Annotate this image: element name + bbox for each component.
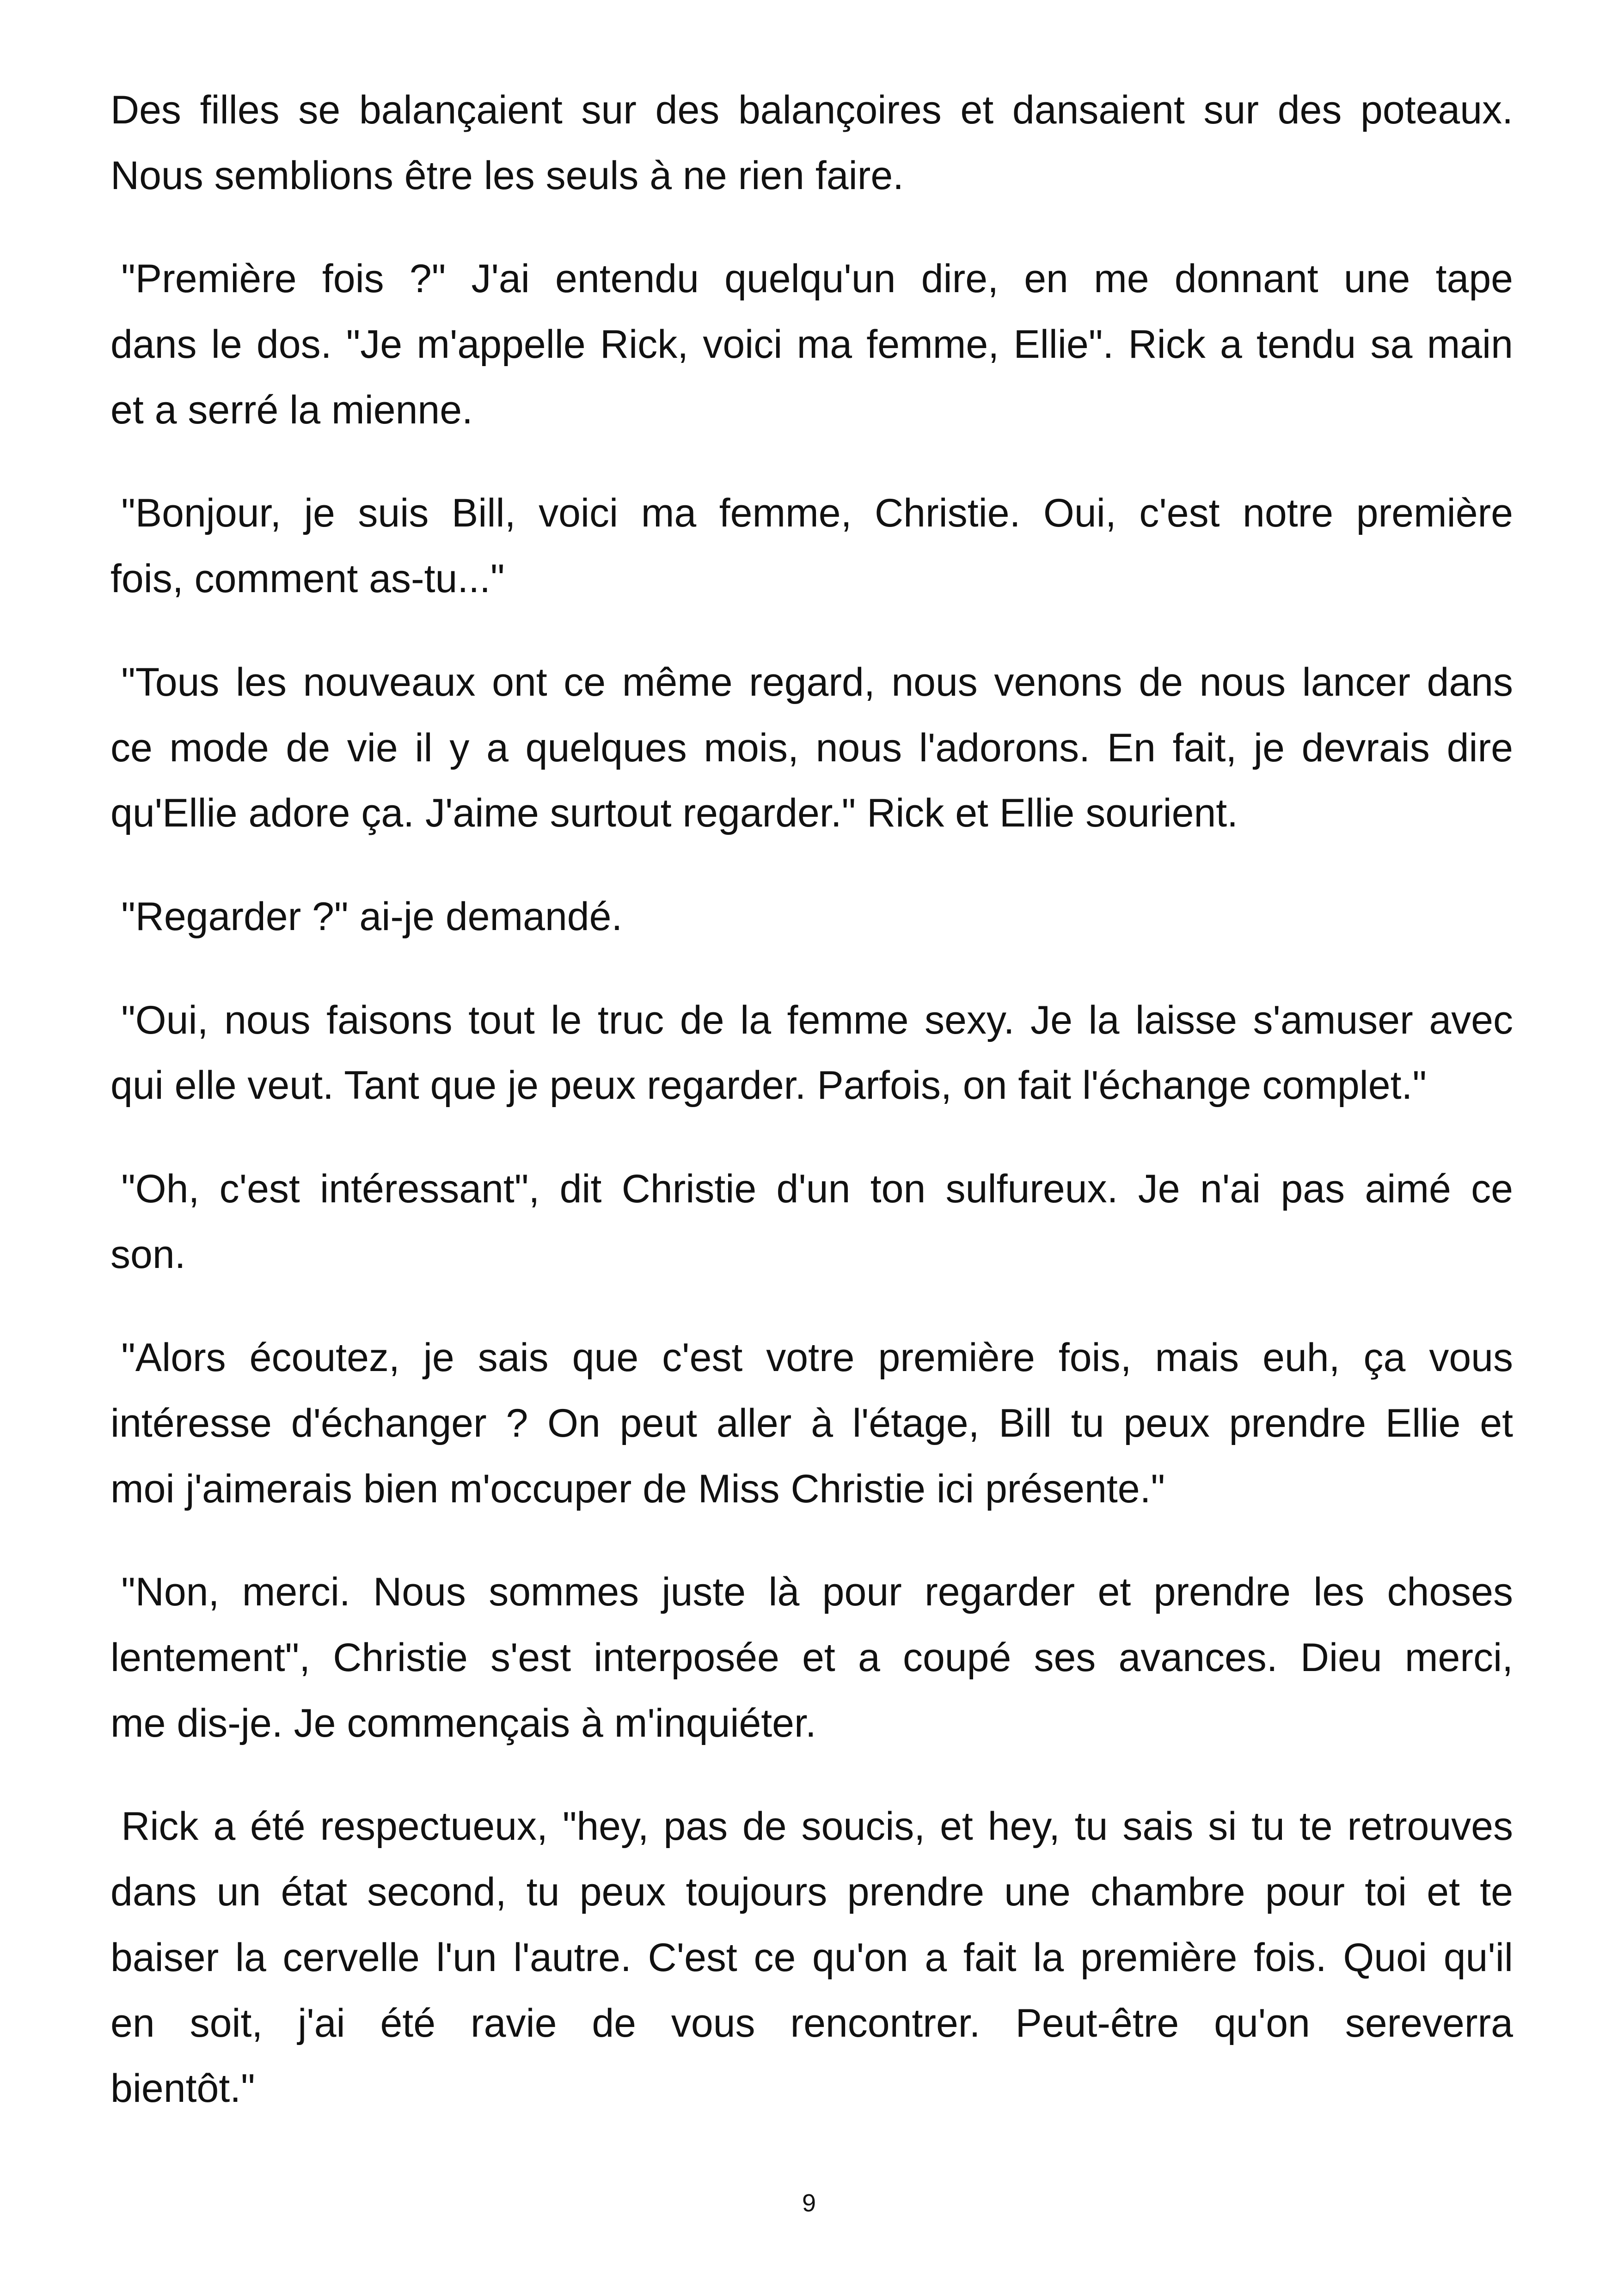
- paragraph: [110, 246, 1513, 443]
- text-line: qui elle veut. Tant que je peux regarder. Parfois, on fait l'échange complet.": [110, 1063, 1427, 1108]
- text-line: son.: [110, 1232, 186, 1277]
- text-line: en soit, j'ai été ravie de vous rencontrer. Peut-être qu'on sereverra: [110, 2001, 1513, 2045]
- paragraph: [110, 1325, 1513, 1522]
- text-line: "Alors écoutez, je sais que c'est votre première fois, mais euh, ça vous: [121, 1335, 1513, 1380]
- text-line: Rick a été respectueux, "hey, pas de soucis, et hey, tu sais si tu te retrouves: [121, 1804, 1513, 1849]
- text-line: "Non, merci. Nous sommes juste là pour regarder et prendre les choses: [121, 1570, 1513, 1615]
- text-line: baiser la cervelle l'un l'autre. C'est ce qu'on a fait la première fois. Quoi qu'il: [110, 1935, 1513, 1980]
- text-line: moi j'aimerais bien m'occuper de Miss Christie ici présente.": [110, 1466, 1165, 1511]
- paragraph: [110, 650, 1513, 846]
- text-line: "Regarder ?" ai-je demandé.: [121, 894, 623, 939]
- text-line: qu'Ellie adore ça. J'aime surtout regarder." Rick et Ellie sourient.: [110, 791, 1238, 836]
- page-number: 9: [802, 2189, 816, 2217]
- text-line: fois, comment as-tu...": [110, 557, 505, 601]
- page-body: [110, 78, 1513, 2122]
- text-line: intéresse d'échanger ? On peut aller à l'étage, Bill tu peux prendre Ellie et: [110, 1401, 1513, 1445]
- text-line: ce mode de vie il y a quelques mois, nous l'adorons. En fait, je devrais dire: [110, 725, 1513, 770]
- text-line: "Tous les nouveaux ont ce même regard, nous venons de nous lancer dans: [121, 660, 1513, 704]
- paragraph: [110, 988, 1513, 1119]
- text-line: et a serré la mienne.: [110, 387, 473, 432]
- paragraph: [110, 884, 1513, 950]
- paragraph: [110, 78, 1513, 208]
- text-line: me dis-je. Je commençais à m'inquiéter.: [110, 1701, 816, 1745]
- paragraph: [110, 481, 1513, 612]
- text-line: Des filles se balançaient sur des balançoires et dansaient sur des poteaux.: [110, 88, 1513, 132]
- text-line: "Oh, c'est intéressant", dit Christie d'un ton sulfureux. Je n'ai pas aimé ce: [121, 1166, 1513, 1211]
- text-line: lentement", Christie s'est interposée et a coupé ses avances. Dieu merci,: [110, 1635, 1513, 1680]
- text-line: Nous semblions être les seuls à ne rien faire.: [110, 153, 904, 198]
- text-line: dans le dos. "Je m'appelle Rick, voici ma femme, Ellie". Rick a tendu sa main: [110, 322, 1513, 367]
- text-line: bientôt.": [110, 2066, 255, 2111]
- text-line: dans un état second, tu peux toujours prendre une chambre pour toi et te: [110, 1870, 1513, 1915]
- paragraph: [110, 1560, 1513, 1756]
- text-line: "Bonjour, je suis Bill, voici ma femme, Christie. Oui, c'est notre première: [121, 491, 1513, 536]
- paragraph: [110, 1794, 1513, 2121]
- text-line: "Oui, nous faisons tout le truc de la femme sexy. Je la laisse s'amuser avec: [121, 998, 1513, 1042]
- paragraph: [110, 1157, 1513, 1287]
- text-line: "Première fois ?" J'ai entendu quelqu'un dire, en me donnant une tape: [121, 257, 1513, 301]
